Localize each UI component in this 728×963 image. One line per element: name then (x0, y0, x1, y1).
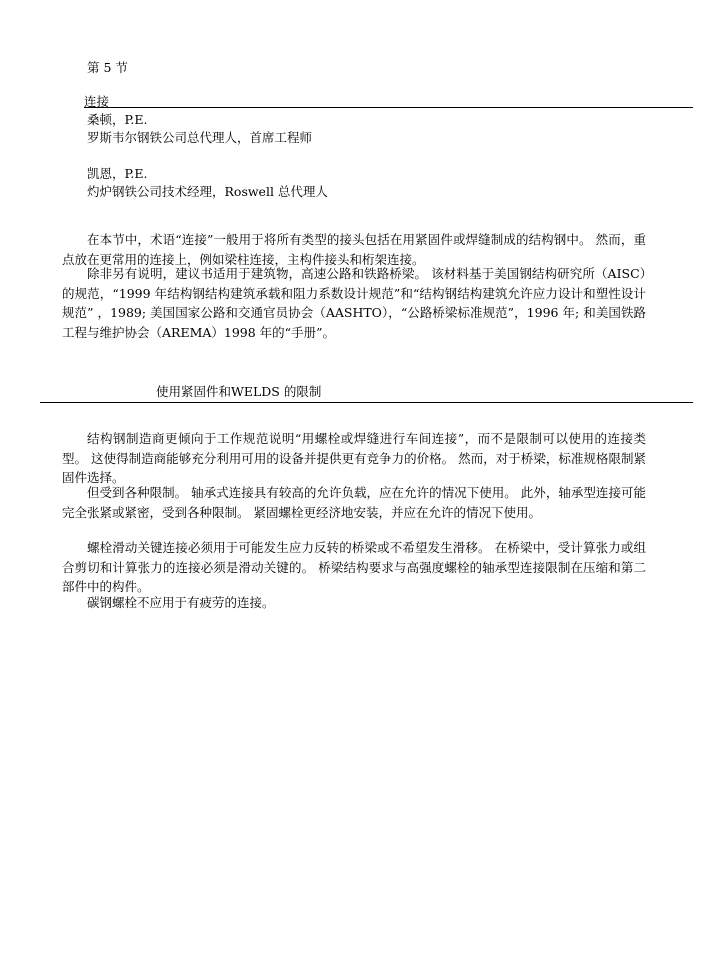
body-paragraph: 但受到各种限制。 轴承式连接具有较高的允许负载，应在允许的情况下使用。 此外，轴承型连接可能完全张紧或紧密，受到各种限制。 紧固螺栓更经济地安装，并应在允许的情况下使用。 (62, 485, 646, 520)
section-title: 连接 (84, 94, 110, 109)
body-paragraph: 碳钢螺栓不应用于有疲劳的连接。 (87, 595, 275, 610)
intro-paragraph: 在本节中，术语“连接”一般用于将所有类型的接头包括在用紧固件或焊缝制成的结构钢中。 然而，重点放在更常用的连接上，例如梁柱连接，主构件接头和桁架连接。 (62, 232, 646, 267)
section-title-rule (84, 107, 693, 108)
author-name: 凯恩，P.E. (87, 166, 148, 181)
body-paragraph: 结构钢制造商更倾向于工作规范说明“用螺栓或焊缝进行车间连接”，而不是限制可以使用的连接类型。 这使得制造商能够充分利用可用的设备并提供更有竞争力的价格。 然而，对于桥梁，标准规格限制紧固件选择。 (62, 431, 646, 485)
section-label: 第 5 节 (87, 60, 128, 75)
subsection-title: 使用紧固件和WELDS 的限制 (156, 384, 322, 399)
author-name: 桑顿，P.E. (87, 112, 148, 127)
author-affiliation: 灼炉钢铁公司技术经理，Roswell 总代理人 (87, 184, 328, 199)
author-affiliation: 罗斯韦尔钢铁公司总代理人，首席工程师 (87, 130, 313, 145)
subsection-rule (40, 402, 693, 403)
intro-paragraph: 除非另有说明，建议书适用于建筑物，高速公路和铁路桥梁。 该材料基于美国钢结构研究所（AISC）的规范，“1999 年结构钢结构建筑承载和阻力系数设计规范”和“结构钢结构建筑允许应力设计和塑性设计规范” ，1989; 美国国家公路和交通官员协会（AASHTO），“公路桥梁标准规范”，1996 年; 和美国铁路工程与维护协会（AREMA）1998 年的“手册”。 (62, 266, 646, 340)
body-paragraph: 螺栓滑动关键连接必须用于可能发生应力反转的桥梁或不希望发生滑移。 在桥梁中，受计算张力或组合剪切和计算张力的连接必须是滑动关键的。 桥梁结构要求与高强度螺栓的轴承型连接限制在压缩和第二部件中的构件。 (62, 540, 646, 594)
